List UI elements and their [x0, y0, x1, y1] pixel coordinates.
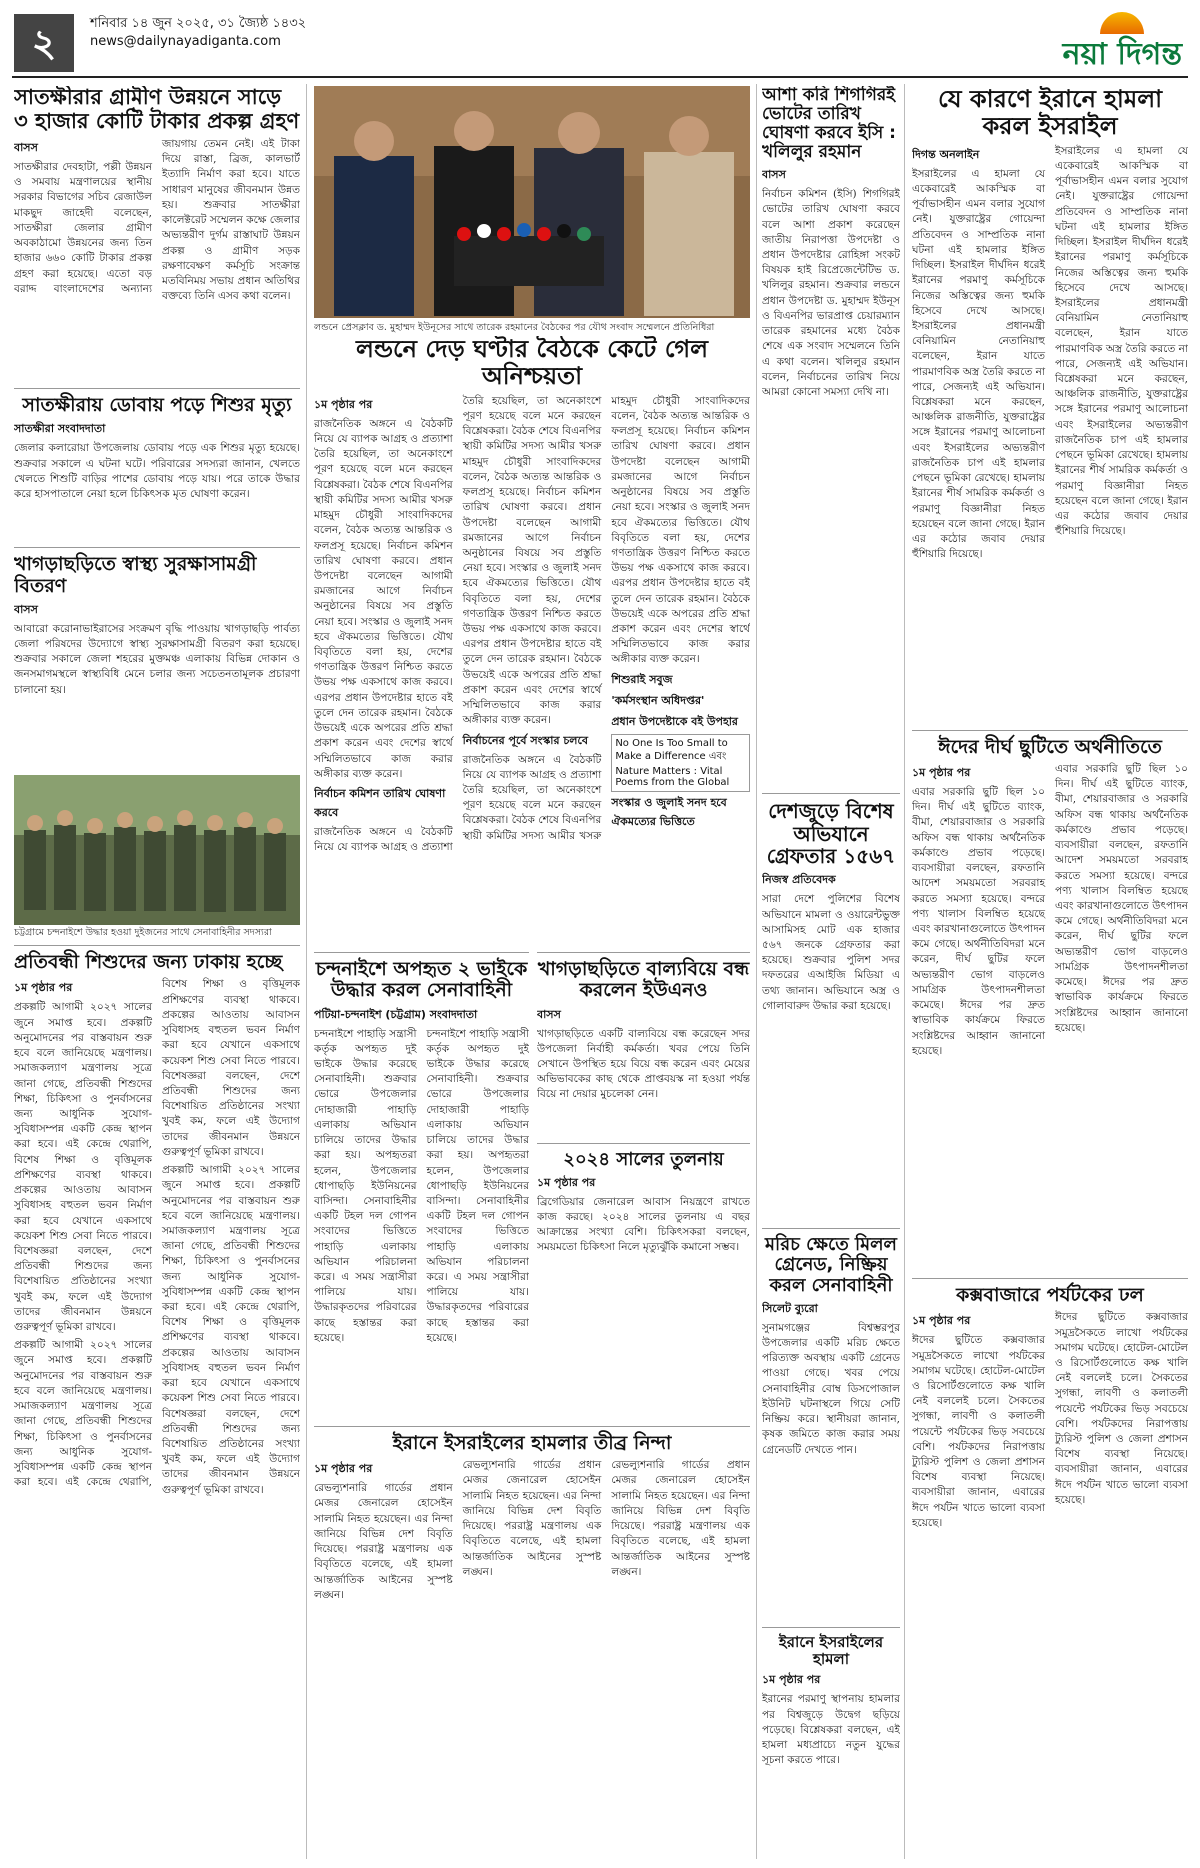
article-health-materials — [14, 554, 300, 772]
headline[interactable]: আশা করি শিগগিরই ভোটের তারিখ ঘোষণা করবে ইসি : খলিলুর রহমান — [762, 86, 896, 163]
article-body: এবার সরকারি ছুটি ছিল ১০ দিন। দীর্ঘ এই ছুটিতে ব্যাংক, বীমা, শেয়ারবাজার ও সরকারি অফিস বন্ধ থাকায় অর্থনৈতিক কর্মকাণ্ডে প্রভাব পড়েছে। ব্যবসায়ীরা বলছেন, রফতানি আদেশ সময়মতো সরবরাহ করতে সমস্যা হয়েছে। বন্দরে পণ্য খালাস বিলম্বিত হয়েছে এবং কারখানাগুলোতে উৎপাদন কমে গেছে। অর্থনীতিবিদরা মনে করেন, দীর্ঘ ছুটির ফলে অভ্যন্তরীণ ভোগ বাড়লেও সামগ্রিক উৎপাদনশীলতা কমেছে। ঈদের পর দ্রুত স্বাভাবিক কার্যক্রমে ফিরতে সংশ্লিষ্টদের আহ্বান জানানো হয়েছে। — [912, 786, 1045, 1057]
article-body: আবারো করোনাভাইরাসের সংক্রমণ বৃদ্ধি পাওয়ায় খাগড়াছড়ি পার্বত্য জেলা পরিষদের উদ্যোগে স্বাস্থ্য সুরক্ষাসামগ্রী বিতরণ করা হয়েছে। শুক্রবার সকালে জেলা শহরের মুক্তমঞ্চ এলাকায় বিভিন্ন দোকান ও জনসমাগমস্থলে স্বাস্থ্যবিধি মেনে চলার জন্য সচেতনতামূলক প্রচারণা চালানো হয়। — [14, 622, 300, 696]
mid-bottom — [314, 1420, 750, 1860]
photo-caption: চট্টগ্রামে চন্দনাইশে উদ্ধার হওয়া দুইজনের সাথে সেনাবাহিনীর সদস্যরা — [14, 926, 272, 938]
soldiers-photo-graphic — [14, 775, 300, 925]
article-body-continued: রেভল্যুশনারি গার্ডের প্রধান মেজর জেনারেল হোসেইন সালামি নিহত হয়েছেন। এর নিন্দা জানিয়ে বিভিন্ন দেশ বিবৃতি দিয়েছে। পররাষ্ট্র মন্ত্রণালয় এক বিবৃতিতে বলেছে, এই হামলা আন্তর্জাতিক আইনের সুস্পষ্ট লঙ্ঘন। — [462, 1459, 602, 1578]
article-body: রাজনৈতিক অঙ্গনে এ বৈঠকটি নিয়ে যে ব্যাপক আগ্রহ ও প্রত্যাশা তৈরি হয়েছিল, তা অনেকাংশে পূরণ হয়েছে বলে মনে করছেন বিশ্লেষকরা। বৈঠক শেষে বিএনপির স্থায়ী কমিটির সদস্য আমীর খসরু মাহমুদ চৌধুরী সাংবাদিকদের বলেন, বৈঠক অত্যন্ত আন্তরিক ও ফলপ্রসূ হয়েছে। নির্বাচন কমিশন তারিখ ঘোষণা করবে। প্রধান উপদেষ্টা বলেছেন আগামী রমজানের আগে নির্বাচন অনুষ্ঠানের বিষয়ে সব প্রস্তুতি নেয়া হবে। সংস্কার ও জুলাই সনদ হবে ঐকমত্যের ভিত্তিতে। যৌথ বিবৃতিতে বলা হয়, দেশের গণতান্ত্রিক উত্তরণ নিশ্চিত করতে উভয় পক্ষ একসাথে কাজ করবে। এরপর প্রধান উপদেষ্টার হাতে বই তুলে দেন তারেক রহমান। বৈঠকে উভয়েই একে অপরের প্রতি শ্রদ্ধা প্রকাশ করেন এবং দেশের স্বার্থে সম্মিলিতভাবে কাজ করার অঙ্গীকার ব্যক্ত করেন। — [314, 394, 602, 854]
byline: ১ম পৃষ্ঠার পর — [762, 1673, 821, 1687]
article-body: জেলার কলারোয়া উপজেলায় ডোবায় পড়ে এক শিশুর মৃত্যু হয়েছে। শুক্রবার সকালে এ ঘটনা ঘটে। পরিবারের সদস্যরা জানান, খেলতে খেলতে শিশুটি বাড়ির পাশের ডোবায় পড়ে যায়। পরে তাকে উদ্ধার করে হাসপাতালে নেয়া হলে চিকিৎসক মৃত ঘোষণা করেন। — [14, 442, 300, 500]
logo-text: নয়া দিগন্ত — [1062, 37, 1182, 72]
subhead: নির্বাচন কমিশন তারিখ ঘোষণা করবে — [314, 787, 446, 819]
article-body: প্রকল্পটি আগামী ২০২৭ সালের জুনে সমাপ্ত হবে। প্রকল্পটি অনুমোদনের পর বাস্তবায়ন শুরু হবে বলে জানিয়েছে মন্ত্রণালয়। সমাজকল্যাণ মন্ত্রণালয় সূত্রে জানা গেছে, প্রতিবন্ধী শিশুদের শিক্ষা, চিকিৎসা ও পুনর্বাসনের জন্য আধুনিক সুযোগ-সুবিধাসম্পন্ন একটি কেন্দ্র স্থাপন করা হবে। এই কেন্দ্রে থেরাপি, বিশেষ শিক্ষা ও বৃত্তিমূলক প্রশিক্ষণের ব্যবস্থা থাকবে। প্রকল্পের আওতায় আবাসন সুবিধাসহ বহুতল ভবন নির্মাণ করা হবে যেখানে একসাথে কয়েকশ শিশু সেবা নিতে পারবে। বিশেষজ্ঞরা বলছেন, দেশে প্রতিবন্ধী শিশুদের জন্য বিশেষায়িত প্রতিষ্ঠানের সংখ্যা খুবই কম, ফলে এই উদ্যোগ তাদের জীবনমান উন্নয়নে গুরুত্বপূর্ণ ভূমিকা রাখবে। — [14, 1001, 152, 1334]
headline[interactable]: ২০২৪ সালের তুলনায় — [563, 1148, 724, 1170]
narrow-column — [762, 86, 900, 1862]
site-email[interactable]: news@dailynayadiganta.com — [90, 34, 281, 49]
headline[interactable]: মরিচ ক্ষেতে মিলল গ্রেনেড, নিষ্ক্রিয় করল সেনাবাহিনী — [765, 1234, 897, 1296]
article-disabled-children — [14, 952, 300, 1737]
soldiers-photo — [14, 775, 300, 925]
article-body: খাগড়াছড়িতে একটি বাল্যবিয়ে বন্ধ করেছেন সদর উপজেলা নির্বাহী কর্মকর্তা। খবর পেয়ে তিনি সেখানে উপস্থিত হয়ে বিয়ে বন্ধ করেন এবং মেয়ের অভিভাবকের কাছ থেকে প্রাপ্তবয়স্ক না হওয়া পর্যন্ত বিয়ে না দেয়ার মুচলেকা নেন। — [537, 1027, 750, 1101]
press-conference-graphic — [314, 86, 750, 318]
headline[interactable]: কক্সবাজারে পর্যটকের ঢল — [956, 1284, 1144, 1307]
column-divider — [306, 84, 307, 1859]
mid-left — [314, 946, 529, 1416]
byline: ১ম পৃষ্ঠার পর — [314, 397, 373, 411]
article-body: ব্রিগেডিয়ার জেনারেল আবাস নিয়ন্ত্রণে রাখতে কাজ করছে। ২০২৪ সালের তুলনায় এ বছর আক্রান্তের সংখ্যা বেশি। চিকিৎসকরা বলছেন, সময়মতো চিকিৎসা নিলে মৃত্যুঝুঁকি কমানো সম্ভব। — [537, 1195, 750, 1254]
article-body-continued: ইসরাইলের এ হামলা যে একেবারেই আকস্মিক বা পূর্বাভাসহীন এমন বলার সুযোগ নেই। যুক্তরাষ্ট্রের গোয়েন্দা প্রতিবেদন ও সাম্প্রতিক নানা ঘটনা এই হামলার ইঙ্গিত দিচ্ছিল। ইসরাইল দীর্ঘদিন ধরেই ইরানের পরমাণু কর্মসূচিকে নিজের অস্তিত্বের জন্য হুমকি হিসেবে দেখে আসছে। ইসরাইলের প্রধানমন্ত্রী বেনিয়ামিন নেতানিয়াহু বলেছেন, ইরান যাতে পারমাণবিক অস্ত্র তৈরি করতে না পারে, সেজন্যই এই অভিযান। বিশ্লেষকরা মনে করছেন, আঞ্চলিক রাজনীতি, যুক্তরাষ্ট্রের সঙ্গে ইরানের পরমাণু আলোচনা এবং ইসরাইলের অভ্যন্তরীণ রাজনৈতিক চাপ এই হামলার পেছনে ভূমিকা রেখেছে। হামলায় ইরানের শীর্ষ সামরিক কর্মকর্তা ও পরমাণু বিজ্ঞানীরা নিহত হয়েছেন বলে জানা গেছে। ইরান এর কঠোর জবাব দেয়ার হুঁশিয়ারি দিয়েছে। — [1055, 144, 1188, 538]
article-body-continued: রেভল্যুশনারি গার্ডের প্রধান মেজর জেনারেল হোসেইন সালামি নিহত হয়েছেন। এর নিন্দা জানিয়ে বিভিন্ন দেশ বিবৃতি দিয়েছে। পররাষ্ট্র মন্ত্রণালয় এক বিবৃতিতে বলেছে, এই হামলা আন্তর্জাতিক আইনের সুস্পষ্ট লঙ্ঘন। — [611, 1459, 750, 1578]
mid-right — [537, 946, 750, 1416]
headline[interactable]: ঈদের দীর্ঘ ছুটিতে অর্থনীতিতে — [938, 735, 1162, 758]
byline: বাসস — [537, 1007, 561, 1021]
subhead: 'কর্মসংস্থান অধিদপ্তর' — [611, 693, 705, 707]
page-number: ২ — [14, 14, 74, 72]
article-body: রাজনৈতিক অঙ্গনে এ বৈঠকটি নিয়ে যে ব্যাপক আগ্রহ ও প্রত্যাশা তৈরি হয়েছিল, তা অনেকাংশে পূরণ হয়েছে বলে মনে করছেন বিশ্লেষকরা। বৈঠক শেষে বিএনপির স্থায়ী কমিটির সদস্য আমীর খসরু মাহমুদ চৌধুরী সাংবাদিকদের বলেন, বৈঠক অত্যন্ত আন্তরিক ও ফলপ্রসূ হয়েছে। নির্বাচন কমিশন তারিখ ঘোষণা করবে। প্রধান উপদেষ্টা বলেছেন আগামী রমজানের আগে নির্বাচন অনুষ্ঠানের বিষয়ে সব প্রস্তুতি নেয়া হবে। সংস্কার ও জুলাই সনদ হবে ঐকমত্যের ভিত্তিতে। যৌথ বিবৃতিতে বলা হয়, দেশের গণতান্ত্রিক উত্তরণ নিশ্চিত করতে উভয় পক্ষ একসাথে কাজ করবে। এরপর প্রধান উপদেষ্টার হাতে বই তুলে দেন তারেক রহমান। বৈঠকে উভয়েই একে অপরের প্রতি শ্রদ্ধা প্রকাশ করেন এবং দেশের স্বার্থে সম্মিলিতভাবে কাজ করার অঙ্গীকার ব্যক্ত করেন। — [462, 394, 750, 842]
subhead: প্রধান উপদেষ্টাকে বই উপহার — [611, 714, 738, 728]
subhead: নির্বাচনের পূর্বে সংস্কার চলবে — [462, 733, 588, 747]
right-column — [912, 86, 1188, 1862]
headline[interactable]: ইরানে ইসরাইলের হামলার তীব্র নিন্দা — [392, 1432, 672, 1454]
byline: ১ম পৃষ্ঠার পর — [314, 1462, 373, 1476]
article-body-continued: এবার সরকারি ছুটি ছিল ১০ দিন। দীর্ঘ এই ছুটিতে ব্যাংক, বীমা, শেয়ারবাজার ও সরকারি অফিস বন্ধ থাকায় অর্থনৈতিক কর্মকাণ্ডে প্রভাব পড়েছে। ব্যবসায়ীরা বলছেন, রফতানি আদেশ সময়মতো সরবরাহ করতে সমস্যা হয়েছে। বন্দরে পণ্য খালাস বিলম্বিত হয়েছে এবং কারখানাগুলোতে উৎপাদন কমে গেছে। অর্থনীতিবিদরা মনে করেন, দীর্ঘ ছুটির ফলে অভ্যন্তরীণ ভোগ বাড়লেও সামগ্রিক উৎপাদনশীলতা কমেছে। ঈদের পর দ্রুত স্বাভাবিক কার্যক্রমে ফিরতে সংশ্লিষ্টদের আহ্বান জানানো হয়েছে। — [1055, 763, 1188, 1034]
masthead — [12, 6, 1188, 78]
newspaper-logo — [1034, 10, 1184, 70]
headline[interactable]: খাগড়াছড়িতে স্বাস্থ্য সুরক্ষাসামগ্রী বিতরণ — [14, 553, 257, 597]
headline[interactable]: প্রতিবন্ধী শিশুদের জন্য ঢাকায় হচ্ছে — [14, 951, 283, 974]
lead-article — [314, 336, 750, 942]
byline: বাসস — [14, 141, 38, 155]
headline[interactable]: সাতক্ষীরার গ্রামীণ উন্নয়নে সাড়ে ৩ হাজার কোটি টাকার প্রকল্প গ্রহণ — [14, 86, 300, 133]
headline[interactable]: যে কারণে ইরানে হামলা করল ইসরাইল — [937, 86, 1163, 140]
byline: দিগন্ত অনলাইন — [912, 147, 980, 161]
byline: সিলেট ব্যুরো — [762, 1301, 818, 1315]
article-body: রেভল্যুশনারি গার্ডের প্রধান মেজর জেনারেল হোসেইন সালামি নিহত হয়েছেন। এর নিন্দা জানিয়ে বিভিন্ন দেশ বিবৃতি দিয়েছে। পররাষ্ট্র মন্ত্রণালয় এক বিবৃতিতে বলেছে, এই হামলা আন্তর্জাতিক আইনের সুস্পষ্ট লঙ্ঘন। — [314, 1482, 453, 1601]
byline: ১ম পৃষ্ঠার পর — [14, 981, 73, 995]
byline: ১ম পৃষ্ঠার পর — [537, 1175, 596, 1189]
headline[interactable]: সাতক্ষীরায় ডোবায় পড়ে শিশুর মৃত্যু — [22, 394, 292, 417]
headline[interactable]: ইরানে ইসরাইলের হামলা — [778, 1632, 884, 1668]
column-divider — [756, 84, 757, 1859]
book-titles: No One Is Too Small to Make a Difference এবং Nature Matters : Vital Poems from the Global — [611, 734, 750, 792]
article-body: নির্বাচন কমিশন (ইসি) শিগগিরই ভোটের তারিখ ঘোষণা করবে বলে আশা প্রকাশ করেছেন জাতীয় নিরাপত্তা উপদেষ্টা ও প্রধান উপদেষ্টার রোহিঙ্গা সংকট বিষয়ক হাই রিপ্রেজেন্টেটিভ ড. খলিলুর রহমান। শুক্রবার লন্ডনে প্রধান উপদেষ্টা ড. মুহাম্মদ ইউনূস ও বিএনপির ভারপ্রাপ্ত চেয়ারম্যান তারেক রহমানের মধ্যে বৈঠক শেষে এক সংবাদ সম্মেলনে তিনি এ কথা বলেন। খলিলুর রহমান বলেন, নির্বাচনের তারিখ নিয়ে আমরা কোনো সমস্যা দেখি না। — [762, 188, 900, 398]
byline: সাতক্ষীরা সংবাদদাতা — [14, 422, 106, 436]
article-body-continued: চন্দনাইশে পাহাড়ি সন্ত্রাসী কর্তৃক অপহৃত দুই ভাইকে উদ্ধার করেছে সেনাবাহিনী। শুক্রবার ভোরে উপজেলার দোহাজারী পাহাড়ি এলাকায় অভিযান চালিয়ে তাদের উদ্ধার করা হয়। অপহৃতরা হলেন, উপজেলার ধোপাছড়ি ইউনিয়নের বাসিন্দা। সেনাবাহিনীর একটি টহল দল গোপন সংবাদের ভিত্তিতে পাহাড়ি এলাকায় অভিযান পরিচালনা করে। এ সময় সন্ত্রাসীরা পালিয়ে যায়। উদ্ধারকৃতদের পরিবারের কাছে হস্তান্তর করা হয়েছে। — [426, 1027, 529, 1344]
byline: নিজস্ব প্রতিবেদক — [762, 873, 836, 887]
article-body: রাজনৈতিক অঙ্গনে এ বৈঠকটি নিয়ে যে ব্যাপক আগ্রহ ও প্রত্যাশা তৈরি হয়েছিল, তা অনেকাংশে পূরণ হয়েছে বলে মনে করছেন বিশ্লেষকরা। বৈঠক শেষে বিএনপির স্থায়ী কমিটির সদস্য আমীর খসরু মাহমুদ চৌধুরী সাংবাদিকদের বলেন, বৈঠক অত্যন্ত আন্তরিক ও ফলপ্রসূ হয়েছে। নির্বাচন কমিশন তারিখ ঘোষণা করবে। প্রধান উপদেষ্টা বলেছেন আগামী রমজানের আগে নির্বাচন অনুষ্ঠানের বিষয়ে সব প্রস্তুতি নেয়া হবে। সংস্কার ও জুলাই সনদ হবে ঐকমত্যের ভিত্তিতে। যৌথ বিবৃতিতে বলা হয়, দেশের গণতান্ত্রিক উত্তরণ নিশ্চিত করতে উভয় পক্ষ একসাথে কাজ করবে। এরপর প্রধান উপদেষ্টার হাতে বই তুলে দেন তারেক রহমান। বৈঠকে উভয়েই একে অপরের প্রতি শ্রদ্ধা প্রকাশ করেন এবং দেশের স্বার্থে সম্মিলিতভাবে কাজ করার অঙ্গীকার ব্যক্ত করেন। — [314, 417, 453, 780]
lead-photo-caption-wrap — [314, 320, 750, 334]
article-body-continued: প্রকল্পটি আগামী ২০২৭ সালের জুনে সমাপ্ত হবে। প্রকল্পটি অনুমোদনের পর বাস্তবায়ন শুরু হবে বলে জানিয়েছে মন্ত্রণালয়। সমাজকল্যাণ মন্ত্রণালয় সূত্রে জানা গেছে, প্রতিবন্ধী শিশুদের শিক্ষা, চিকিৎসা ও পুনর্বাসনের জন্য আধুনিক সুযোগ-সুবিধাসম্পন্ন একটি কেন্দ্র স্থাপন করা হবে। এই কেন্দ্রে থেরাপি, বিশেষ শিক্ষা ও বৃত্তিমূলক প্রশিক্ষণের ব্যবস্থা থাকবে। প্রকল্পের আওতায় আবাসন সুবিধাসহ বহুতল ভবন নির্মাণ করা হবে যেখানে একসাথে কয়েকশ শিশু সেবা নিতে পারবে। বিশেষজ্ঞরা বলছেন, দেশে প্রতিবন্ধী শিশুদের জন্য বিশেষায়িত প্রতিষ্ঠানের সংখ্যা খুবই কম, ফলে এই উদ্যোগ তাদের জীবনমান উন্নয়নে গুরুত্বপূর্ণ ভূমিকা রাখবে। — [14, 978, 300, 1489]
byline: বাসস — [14, 602, 38, 616]
subhead: সংস্কার ও জুলাই সনদ হবে ঐকমত্যের ভিত্তিতে — [611, 795, 727, 828]
column-divider — [904, 84, 905, 1859]
headline[interactable]: দেশজুড়ে বিশেষ অভিযানে গ্রেফতার ১৫৬৭ — [766, 799, 896, 868]
photo-caption: লন্ডনে প্রেসক্লাব ড. মুহাম্মদ ইউনূসের সাথে তারেক রহমানের বৈঠকের পর যৌথ সংবাদ সম্মেলনে প্রতিনিধিরা — [314, 322, 715, 333]
left-column — [14, 86, 300, 1862]
lead-headline[interactable]: লন্ডনে দেড় ঘণ্টার বৈঠকে কেটে গেল অনিশ্চয়তা — [355, 336, 709, 390]
headline[interactable]: খাগড়াছড়িতে বাল্যবিয়ে বন্ধ করলেন ইউএনও — [537, 958, 750, 1002]
article-body: চন্দনাইশে পাহাড়ি সন্ত্রাসী কর্তৃক অপহৃত দুই ভাইকে উদ্ধার করেছে সেনাবাহিনী। শুক্রবার ভোরে উপজেলার দোহাজারী পাহাড়ি এলাকায় অভিযান চালিয়ে তাদের উদ্ধার করা হয়। অপহৃতরা হলেন, উপজেলার ধোপাছড়ি ইউনিয়নের বাসিন্দা। সেনাবাহিনীর একটি টহল দল গোপন সংবাদের ভিত্তিতে পাহাড়ি এলাকায় অভিযান পরিচালনা করে। এ সময় সন্ত্রাসীরা পালিয়ে যায়। উদ্ধারকৃতদের পরিবারের কাছে হস্তান্তর করা হয়েছে। — [314, 1027, 417, 1344]
article-body: সুনামগঞ্জের বিশ্বম্ভরপুর উপজেলার একটি মরিচ ক্ষেতে পরিত্যক্ত অবস্থায় একটি গ্রেনেড পাওয়া গেছে। খবর পেয়ে সেনাবাহিনীর বোম্ব ডিসপোজাল ইউনিট ঘটনাস্থলে গিয়ে সেটি নিষ্ক্রিয় করে। স্থানীয়রা জানান, কৃষক জমিতে কাজ করার সময় গ্রেনেডটি দেখতে পান। — [762, 1321, 900, 1456]
byline: ১ম পৃষ্ঠার পর — [912, 766, 971, 780]
byline: পটিয়া-চন্দনাইশ (চট্টগ্রাম) সংবাদদাতা — [314, 1007, 478, 1021]
byline: বাসস — [762, 168, 786, 182]
article-body: ইসরাইলের এ হামলা যে একেবারেই আকস্মিক বা পূর্বাভাসহীন এমন বলার সুযোগ নেই। যুক্তরাষ্ট্রের গোয়েন্দা প্রতিবেদন ও সাম্প্রতিক নানা ঘটনা এই হামলার ইঙ্গিত দিচ্ছিল। ইসরাইল দীর্ঘদিন ধরেই ইরানের পরমাণু কর্মসূচিকে নিজের অস্তিত্বের জন্য হুমকি হিসেবে দেখে আসছে। ইসরাইলের প্রধানমন্ত্রী বেনিয়ামিন নেতানিয়াহু বলেছেন, ইরান যাতে পারমাণবিক অস্ত্র তৈরি করতে না পারে, সেজন্যই এই অভিযান। বিশ্লেষকরা মনে করছেন, আঞ্চলিক রাজনীতি, যুক্তরাষ্ট্রের সঙ্গে ইরানের পরমাণু আলোচনা এবং ইসরাইলের অভ্যন্তরীণ রাজনৈতিক চাপ এই হামলার পেছনে ভূমিকা রেখেছে। হামলায় ইরানের শীর্ষ সামরিক কর্মকর্তা ও পরমাণু বিজ্ঞানীরা নিহত হয়েছেন বলে জানা গেছে। ইরান এর কঠোর জবাব দেয়ার হুঁশিয়ারি দিয়েছে। — [912, 167, 1045, 561]
article-body: ঈদের ছুটিতে কক্সবাজার সমুদ্রসৈকতে লাখো পর্যটকের সমাগম ঘটেছে। হোটেল-মোটেল ও রিসোর্টগুলোতে কক্ষ খালি নেই বললেই চলে। সৈকতের সুগন্ধা, লাবণী ও কলাতলী পয়েন্টে পর্যটকের ভিড় সবচেয়ে বেশি। পর্যটকদের নিরাপত্তায় ট্যুরিস্ট পুলিশ ও জেলা প্রশাসন বিশেষ ব্যবস্থা নিয়েছে। ব্যবসায়ীরা জানান, এবারের ঈদে পর্যটন খাতে ভালো ব্যবসা হয়েছে। — [912, 1334, 1045, 1529]
article-body: ইরানের পরমাণু স্থাপনায় হামলার পর বিশ্বজুড়ে উদ্বেগ ছড়িয়ে পড়েছে। বিশ্লেষকরা বলছেন, এই হামলা মধ্যপ্রাচ্যে নতুন যুদ্ধের সূচনা করতে পারে। — [762, 1693, 900, 1767]
subhead: শিশুরাই সবুজ — [611, 672, 673, 686]
lead-photo — [314, 86, 750, 318]
byline: ১ম পৃষ্ঠার পর — [912, 1314, 971, 1328]
headline[interactable]: চন্দনাইশে অপহৃত ২ ভাইকে উদ্ধার করল সেনাবাহিনী — [315, 958, 528, 1002]
article-child-drowning — [14, 395, 300, 541]
article-body: সাতক্ষীরার দেবহাটা, পল্লী উন্নয়ন ও সমবায় মন্ত্রণালয়ের স্থানীয় সরকার বিভাগের সচিব রেজাউল মাকছুদ জাহেদী বলেছেন, সাতক্ষীরা জেলার গ্রামীণ অবকাঠামো উন্নয়নের জন্য তিন হাজার ৬৬০ কোটি টাকার প্রকল্প গ্রহণ করা হয়েছে। এতো বড় বরাদ্দ বাংলাদেশের অন্যান্য জায়গায় তেমন নেই। এই টাকা দিয়ে রাস্তা, ব্রিজ, কালভার্ট ইত্যাদি নির্মাণ করা হবে। যাতে সাধারণ মানুষের জীবনমান উন্নত হয়। শুক্রবার সাতক্ষীরা কালেক্টরেট সম্মেলন কক্ষে জেলার অভ্যন্তরীণ দুর্গম রাস্তাঘাট উন্নয়ন প্রকল্প ও গ্রামীণ সড়ক রক্ষণাবেক্ষণ কর্মসূচি সংক্রান্ত মতবিনিময় সভায় প্রধান অতিথির বক্তব্যে তিনি এসব কথা বলেন। — [14, 138, 300, 303]
dateline: শনিবার ১৪ জুন ২০২৫, ৩১ জ্যৈষ্ঠ ১৪৩২ — [90, 16, 307, 31]
article-body: সারা দেশে পুলিশের বিশেষ অভিযানে মামলা ও ওয়ারেন্টভুক্ত আসামিসহ মোট এক হাজার ৫৬৭ জনকে গ্রেফতার করা হয়েছে। শুক্রবার পুলিশ সদর দফতরের এআইজি মিডিয়া এ তথ্য জানান। অভিযানে অস্ত্র ও গোলাবারুদ উদ্ধার করা হয়েছে। — [762, 893, 900, 1012]
article-village-development — [14, 86, 300, 382]
article-body-continued: প্রকল্পটি আগামী ২০২৭ সালের জুনে সমাপ্ত হবে। প্রকল্পটি অনুমোদনের পর বাস্তবায়ন শুরু হবে বলে জানিয়েছে মন্ত্রণালয়। সমাজকল্যাণ মন্ত্রণালয় সূত্রে জানা গেছে, প্রতিবন্ধী শিশুদের শিক্ষা, চিকিৎসা ও পুনর্বাসনের জন্য আধুনিক সুযোগ-সুবিধাসম্পন্ন একটি কেন্দ্র স্থাপন করা হবে। এই কেন্দ্রে থেরাপি, বিশেষ শিক্ষা ও বৃত্তিমূলক প্রশিক্ষণের ব্যবস্থা থাকবে। প্রকল্পের আওতায় আবাসন সুবিধাসহ বহুতল ভবন নির্মাণ করা হবে যেখানে একসাথে কয়েকশ শিশু সেবা নিতে পারবে। বিশেষজ্ঞরা বলছেন, দেশে প্রতিবন্ধী শিশুদের জন্য বিশেষায়িত প্রতিষ্ঠানের সংখ্যা খুবই কম, ফলে এই উদ্যোগ তাদের জীবনমান উন্নয়নে গুরুত্বপূর্ণ ভূমিকা রাখবে। — [162, 1164, 300, 1496]
article-body-continued: ঈদের ছুটিতে কক্সবাজার সমুদ্রসৈকতে লাখো পর্যটকের সমাগম ঘটেছে। হোটেল-মোটেল ও রিসোর্টগুলোতে কক্ষ খালি নেই বললেই চলে। সৈকতের সুগন্ধা, লাবণী ও কলাতলী পয়েন্টে পর্যটকের ভিড় সবচেয়ে বেশি। পর্যটকদের নিরাপত্তায় ট্যুরিস্ট পুলিশ ও জেলা প্রশাসন বিশেষ ব্যবস্থা নিয়েছে। ব্যবসায়ীরা জানান, এবারের ঈদে পর্যটন খাতে ভালো ব্যবসা হয়েছে। — [1055, 1311, 1188, 1506]
